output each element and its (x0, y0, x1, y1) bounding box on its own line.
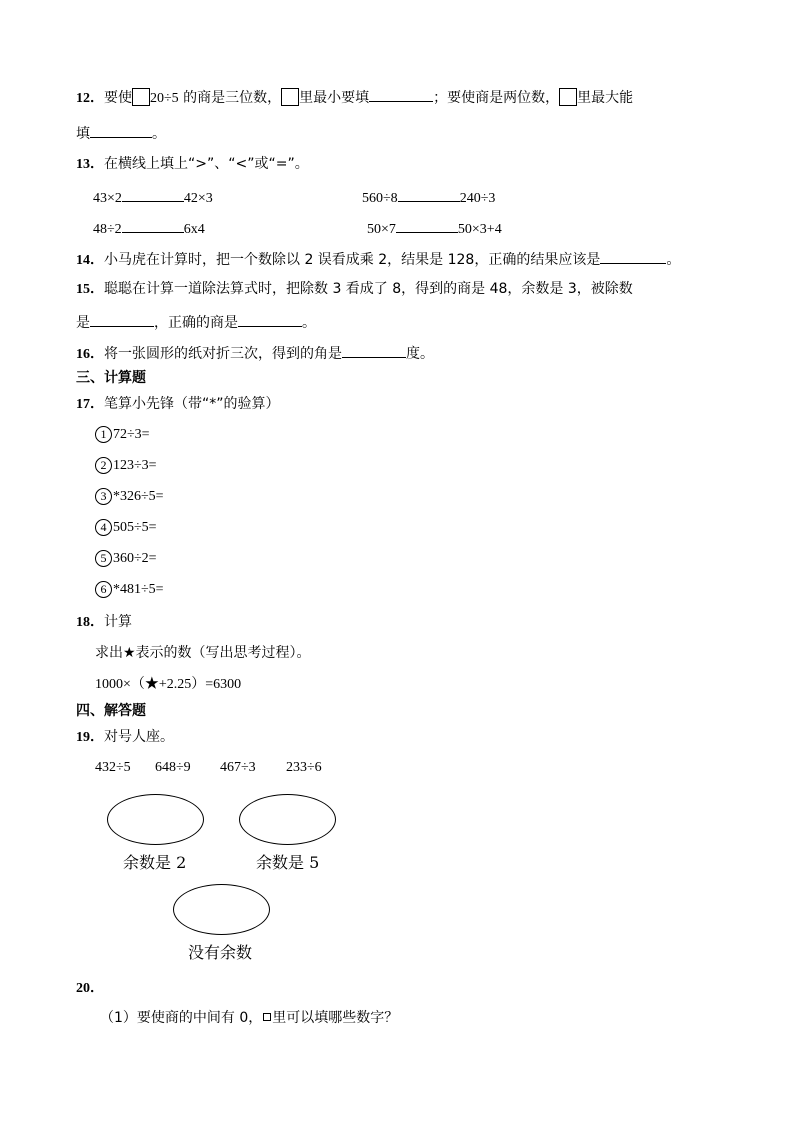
text: 里最小要填 (299, 90, 370, 106)
answer-blank[interactable] (122, 186, 184, 202)
compare-row (367, 217, 502, 237)
circled-number: 4 (95, 519, 112, 536)
question-number: 19． (76, 730, 104, 745)
question-number: 20． (76, 981, 104, 996)
question-20-sub1 (100, 1008, 398, 1028)
circled-number: 5 (95, 550, 112, 567)
question-16 (76, 342, 434, 362)
question-text: 聪聪在计算一道除法算式时，把除数 3 看成了 8，得到的商是 48，余数是 3，被除数 (104, 281, 633, 297)
expression[interactable]: 648÷9 (155, 760, 191, 775)
text: 是 (76, 315, 90, 331)
question-18 (76, 612, 132, 632)
answer-box[interactable] (281, 88, 299, 106)
answer-blank[interactable] (398, 186, 460, 202)
expression: 123÷3= (113, 458, 157, 473)
question-number: 18． (76, 615, 104, 630)
right-expr: 240÷3 (459, 191, 496, 206)
left-expr: 560÷8 (362, 191, 398, 206)
calc-item (95, 487, 164, 507)
left-expr: 43×2 (93, 191, 122, 206)
left-expr: 50×7 (367, 222, 396, 237)
answer-blank[interactable] (342, 342, 406, 358)
question-17 (76, 394, 280, 414)
question-text: 计算 (104, 614, 132, 630)
question-14 (76, 248, 680, 268)
text: 。 (152, 126, 166, 142)
text: 度。 (406, 346, 434, 362)
compare-row (362, 186, 495, 206)
question-text: 笔算小先锋（带“*”的验算） (104, 396, 280, 412)
expression: 72÷3= (113, 427, 150, 442)
question-15-line1 (76, 279, 633, 299)
question-13 (76, 154, 309, 174)
question-12-line2 (76, 122, 166, 142)
answer-blank[interactable] (90, 122, 152, 138)
answer-blank[interactable] (238, 311, 302, 327)
question-text: 将一张圆形的纸对折三次，得到的角是 (104, 346, 342, 362)
answer-box[interactable] (559, 88, 577, 106)
calc-item (95, 456, 157, 476)
text: 。 (302, 315, 316, 331)
calc-item (95, 425, 150, 445)
equation: 1000×（★+2.25）=6300 (95, 677, 242, 692)
text: 里可以填哪些数字？ (272, 1010, 399, 1026)
text: ，正确的商是 (154, 315, 238, 331)
right-expr: 42×3 (183, 191, 213, 206)
text: （1）要使商的中间有 0， (100, 1010, 263, 1026)
expression: 360÷2= (113, 551, 157, 566)
expression: *481÷5= (113, 582, 164, 597)
answer-blank[interactable] (396, 217, 458, 233)
question-text: 小马虎在计算时，把一个数除以 2 误看成乘 2，结果是 128，正确的结果应该是 (104, 252, 601, 268)
expression[interactable]: 432÷5 (95, 760, 131, 775)
question-text: 对号人座。 (104, 729, 174, 745)
section-heading: 三、计算题 (76, 370, 146, 386)
remainder-5-ellipse[interactable] (239, 794, 336, 845)
circled-number: 1 (95, 426, 112, 443)
answer-blank[interactable] (90, 311, 154, 327)
remainder-5-label: 余数是 5 (256, 853, 320, 872)
question-19 (76, 727, 174, 747)
question-text: 在横线上填上“>”、“<”或“=”。 (104, 156, 309, 172)
compare-row (93, 186, 213, 206)
calc-item (95, 580, 164, 600)
question-number: 14． (76, 253, 104, 268)
expression[interactable]: 467÷3 (220, 760, 256, 775)
question-15-line2 (76, 311, 316, 331)
right-expr: 6x4 (183, 222, 205, 237)
circled-number: 2 (95, 457, 112, 474)
calc-item (95, 518, 157, 538)
expression: 20÷5 (150, 91, 179, 106)
expression[interactable]: 233÷6 (286, 760, 322, 775)
expression: 505÷5= (113, 520, 157, 535)
right-expr: 50×3+4 (457, 222, 502, 237)
question-number: 15． (76, 282, 104, 297)
question-number: 16． (76, 347, 104, 362)
text: 要使 (104, 90, 132, 106)
text: ；要使商是两位数， (433, 90, 560, 106)
compare-row (93, 217, 205, 237)
expression: *326÷5= (113, 489, 164, 504)
question-12-line1 (76, 86, 633, 106)
remainder-2-label: 余数是 2 (123, 853, 187, 872)
question-number: 13． (76, 157, 104, 172)
answer-blank[interactable] (122, 217, 184, 233)
no-remainder-label: 没有余数 (188, 943, 253, 962)
question-20 (76, 978, 104, 998)
question-number: 17． (76, 397, 104, 412)
small-box-icon (263, 1013, 271, 1021)
left-expr: 48÷2 (93, 222, 122, 237)
answer-blank[interactable] (369, 86, 433, 102)
answer-blank[interactable] (600, 248, 666, 264)
text: 。 (666, 252, 681, 268)
circled-number: 6 (95, 581, 112, 598)
calc-item (95, 549, 157, 569)
section-heading: 四、解答题 (76, 703, 146, 719)
text: 里最大能 (577, 90, 634, 106)
remainder-2-ellipse[interactable] (107, 794, 204, 845)
circled-number: 3 (95, 488, 112, 505)
answer-box[interactable] (132, 88, 150, 106)
text: 的商是三位数， (178, 90, 282, 106)
question-number: 12． (76, 91, 104, 106)
no-remainder-ellipse[interactable] (173, 884, 270, 935)
text: 填 (76, 126, 90, 142)
question-18-sub: 求出★表示的数（写出思考过程）。 (95, 645, 311, 661)
